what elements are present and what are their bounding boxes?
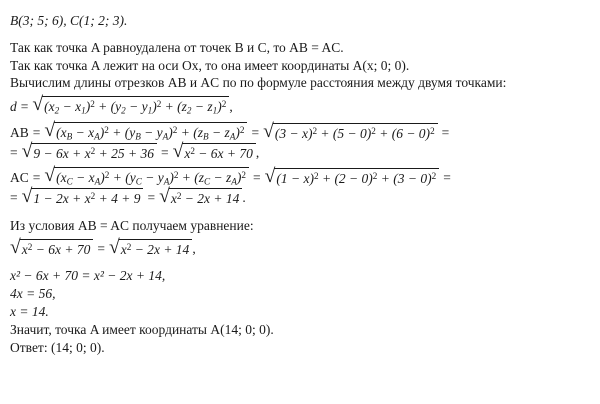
ac-expression-line2: [10, 188, 590, 208]
ac-line2-equals: =: [10, 190, 18, 206]
radical-sign-icon: √: [10, 236, 21, 258]
equation-right-radical: [108, 236, 192, 259]
ab-radical-symbolic: [44, 119, 247, 144]
ac-line2-radical-simplified: [159, 188, 242, 208]
solution-step-2: 4x = 56,: [10, 286, 56, 302]
equation-equals: =: [97, 240, 105, 256]
radical-sign-icon: √: [21, 141, 33, 163]
statement-from-condition: Из условия AB = AC получаем уравнение:: [10, 217, 254, 233]
radical-sign-icon: √: [172, 141, 184, 163]
ab-line2-tail: ,: [255, 145, 260, 161]
ac-tail: =: [443, 169, 451, 185]
ac-radical-numeric: [264, 165, 440, 188]
solution-step-1: x² − 6x + 70 = x² − 2x + 14,: [10, 268, 166, 284]
ac-radicand-numeric: $(1 - x)^2 + (2 - 0)^2 + (3 - 0)^2$: [274, 168, 439, 188]
statement-compute-intro: Вычислим длины отрезков AB и AC по по формуле расстояния между двумя точками:: [10, 75, 507, 91]
formula-distance-radical: [32, 96, 229, 118]
ac-radicand-symbolic: $(x_C - x_A)^2 + (y_C - y_A)^2 + (z_C - z_A)^2$: [54, 167, 249, 189]
formula-distance: [10, 96, 590, 118]
ab-line2-radical-expanded: [22, 143, 157, 163]
equation-left-radical: [10, 236, 93, 259]
ab-radicand-numeric: $(3 - x)^2 + (5 - 0)^2 + (6 - 0)^2$: [273, 123, 438, 143]
statement-equidistant: Так как точка A равноудалена от точек B и C, то AB = AC.: [10, 39, 344, 55]
formula-distance-lhs: d: [10, 99, 17, 115]
radical-sign-icon: √: [264, 165, 276, 187]
equation-left-radicand: $x^2 - 6x + 70$: [20, 239, 94, 259]
ab-expression-line2: [10, 143, 590, 163]
ac-line2-radicand-expanded: $1 - 2x + x^2 + 4 + 9$: [31, 188, 143, 208]
answer-line: Ответ: (14; 0; 0).: [10, 339, 105, 355]
ac-line2-equals-2: =: [147, 190, 156, 206]
ab-line2-radical-simplified: [173, 143, 256, 163]
equation-right-radicand: $x^2 - 2x + 14$: [119, 239, 193, 259]
statement-conclusion: Значит, точка A имеет координаты A(14; 0; 0).: [10, 321, 274, 337]
ab-line2-equals-2: =: [160, 145, 169, 161]
equation-roots: [10, 236, 590, 259]
ab-line2-radicand-expanded: $9 - 6x + x^2 + 25 + 36$: [31, 143, 157, 163]
ab-equals-2: =: [251, 124, 260, 140]
statement-on-axis: Так как точка A лежит на оси Ox, то она имеет координаты A(x; 0; 0).: [10, 57, 410, 73]
solution-step-3: x = 14.: [10, 303, 49, 319]
ab-expression-line1: [10, 119, 590, 144]
formula-distance-tail: ,: [229, 99, 233, 115]
ac-equals: =: [32, 169, 41, 185]
ac-line2-tail: .: [242, 190, 246, 206]
equation-tail: ,: [192, 240, 196, 256]
given-points: B(3; 5; 6), C(1; 2; 3).: [10, 13, 128, 28]
formula-distance-equals: =: [20, 99, 29, 115]
ab-radical-numeric: [263, 120, 438, 143]
formula-distance-radicand: $(x_2 - x_1)^2 + (y_2 - y_1)^2 + (z_2 - z_1)^2$: [42, 96, 229, 118]
ac-label: AC: [10, 169, 29, 185]
radical-sign-icon: √: [21, 186, 33, 208]
ac-line2-radicand-simplified: $x^2 - 2x + 14$: [169, 188, 243, 208]
ab-tail: =: [441, 124, 450, 140]
ac-expression-line1: [10, 164, 590, 189]
ac-line2-radical-expanded: [22, 188, 144, 208]
ac-equals-2: =: [253, 169, 261, 185]
radical-sign-icon: √: [32, 94, 44, 116]
radical-sign-icon: √: [44, 119, 56, 141]
radical-sign-icon: √: [263, 120, 274, 142]
ab-radicand-symbolic: $(x_B - x_A)^2 + (y_B - y_A)^2 + (z_B - z_A)^2$: [54, 122, 247, 144]
radical-sign-icon: √: [44, 164, 56, 186]
ab-equals: =: [32, 124, 41, 140]
ac-radical-symbolic: [44, 164, 249, 189]
ab-label: AB: [10, 124, 29, 140]
ab-line2-equals: =: [10, 145, 18, 161]
ab-line2-radicand-simplified: $x^2 - 6x + 70$: [182, 143, 256, 163]
radical-sign-icon: √: [159, 186, 170, 208]
radical-sign-icon: √: [108, 236, 120, 258]
